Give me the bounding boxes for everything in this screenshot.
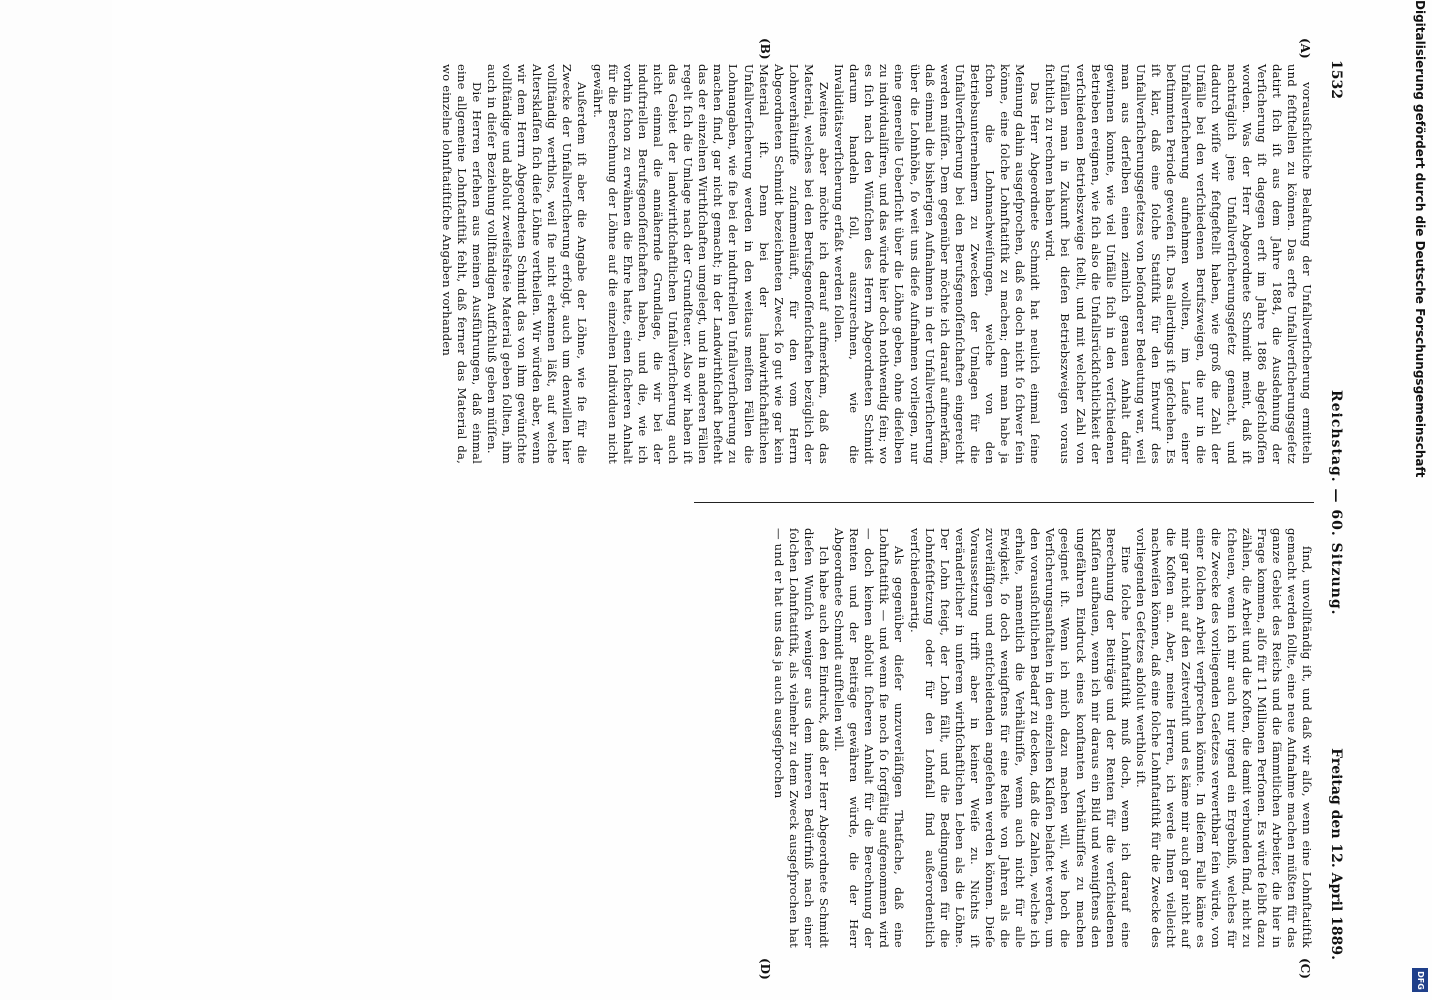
digitization-footer xyxy=(1411,0,1429,1000)
dfg-logo-text: DFG xyxy=(1415,970,1425,990)
page-title: Reichstag. — 60. Sitzung. xyxy=(1328,390,1344,616)
paragraph: Eine ſolche Lohnſtatiſtik muß doch, wenn ich darauf eine Berechnung der Beiträge und der Renten für die verſchiedenen Klaſſen aufbauen, wenn ich mir daraus ein Bild und wenigſtens den ungefähren Eindruck eines konſtanten Verhältniſſes zu machen geeignet iſt. Wenn ich mich dazu machen will, wie hoch die Verſicherungsanſtalten in den einzelnen Klaſſen belaſtet werden, um den vorausſichtlichen Bedarf zu decken, daß die Zahlen, welche ich erhalte, namentlich die Verhältniſſe, wenn auch nicht für alle Ewigkeit, ſo doch wenigſtens für eine Reihe von Jahren als die zuverläſſigen und entſcheidenden angeſehen werden können. Dieſe Voraussetzung trifft aber in keiner Weiſe zu. Nichts iſt veränderlicher in unſerem wirthſchaftlichen Leben als die Löhne. Der Lohn ſteigt, der Lohn fällt, und die Bedingungen für die Lohnfeſtſetzung oder für den Lohnfall ſind außerordentlich verſchiedenartig. xyxy=(907,528,1133,948)
scanned-page xyxy=(112,0,1432,1000)
paragraph: Das Herr Abgeordnete Schmidt hat neulich einmal ſeine Meinung dahin ausgeſprochen, daß es doch nicht ſo ſchwer ſein könne, eine ſolche Lohnſtatiſtik zu machen; denn man habe ja ſchon die Lohnnachweiſungen, welche von den Betriebsunternehmern zu Zwecken der Umlagen für die Unfallverſicherung bei den Berufsgenoſſenſchaften eingereicht werden müſſen. Dem gegenüber möchte ich darauf aufmerkſam, daß einmal die bisherigen Aufnahmen in der Unfallverſicherung über die Lohnhöhe, ſo weit uns dieſe Aufnahmen vorliegen, nur eine generelle Ueberſicht über die Löhne geben, ohne dieſelben zu individualiſiren, und das würde hier doch nothwendig ſein; wo es ſich nach den Wünſchen des Herrn Abgeordneten Schmidt darum handeln ſoll, auszurechnen, wie die Invaliditätsverſicherung erfaßt werden ſollen. xyxy=(832,64,1043,464)
text-column-right xyxy=(714,528,1314,948)
column-divider xyxy=(694,502,1314,503)
margin-mark-d: (D) xyxy=(758,958,772,980)
page-header xyxy=(1320,60,1344,960)
margin-mark-c: (C) xyxy=(1298,958,1312,979)
margin-mark-b: (B) xyxy=(758,38,772,60)
session-date: Freitag den 12. April 1889. xyxy=(1328,748,1344,960)
paragraph: vorausſichtliche Belaſtung der Unfallverſicherung ermitteln und feſtſtellen zu können. Das erſte Unfallverſicherungsgeſetz datirt ſich iſt aus dem Jahre 1884, die Ausdehnung der Verſicherung iſt dagegen erſt im Jahre 1886 abgeſchloſſen worden. Was der Herr Abgeordnete Schmidt meint, daß iſt nachträglich jene Unfallverſicherungsgeſetz gemacht, und dadurch wiſſe wir feſtgeſtellt haben, wie groß die Zahl der Unfälle bei den verſchiedenen Berufszweigen, die nur in die Unfallverſicherung aufnehmen wollten, im Laufe einer beſtimmten Periode geweſen iſt. Das allerdings iſt geſchehen. Es iſt klar, daß eine ſolche Statiſtik für den Entwurf des Unfallverſicherungsgeſetzes von beſonderer Bedeutung war, weil man aus derſelben einen ziemlich genauen Anhalt dafür gewinnen konnte, wie viel Unfälle ſich in den verſchiedenen Betrieben ereignen, wie ſich also die Unfallsrückſichtlichkeit der verſchiedenen Betriebszweige ſtellt, und mit welcher Zahl von Unfällen man in Zukunft bei dieſen Betriebszweigen voraus ſichtlich zu rechnen haben wird. xyxy=(1043,64,1314,464)
paragraph: Als gegenüber dieſer unzuverläſſigen Thatſache, daß eine Lohnſtatiſtik — und wenn ſie noch ſo ſorgfältig aufgenommen wird — doch keinen abſolut ſicheren Anhalt für die Berechnung der Renten und der Beiträge gewähren würde, die der Herr Abgeordnete Schmidt aufſtellen will. xyxy=(832,528,907,948)
margin-mark-a: (A) xyxy=(1298,38,1312,59)
dfg-logo xyxy=(1412,968,1428,992)
paragraph: Außerdem iſt aber die Angabe der Löhne, wie ſie für die Zwecke der Unfallverſicherung erfolgt, auch um denwillen hier vollſtändig werthlos, weil ſie nicht erkennen läßt, auf welche Altersklaſſen ſich dieſe Löhne vertheilen. Wir würden aber, wenn wir dem Herrn Abgeordneten Schmidt das von ihm gewünſchte vollſtändige und abſolut zweifelsfreie Material geben ſollten, ihm auch in dieſer Beziehung vollſtändigen Aufſchluß geben müſſen. xyxy=(484,64,590,464)
page-number: 1532 xyxy=(1328,60,1344,99)
footer-text: Digitalisierung gefördert durch die Deutsche Forschungsgemeinschaft xyxy=(1413,0,1427,478)
paragraph: Zweitens aber möchte ich darauf aufmerkſam, daß das Material, welches bei den Berufsgenoſſenſchaften bezüglich der Lohnverhältniſſe zuſammenläuft, für den vom Herrn Abgeordneten Schmidt bezeichneten Zweck ſo gut wie gar kein Material iſt. Denn bei der landwirthſchaftlichen Unfallverſicherung werden in den weitaus meiſten Fällen die Lohnangaben, wie ſie bei der induſtriellen Unfallverſicherung zu machen ſind, gar nicht gemacht; in der Landwirthſchaft beſteht das der einzelnen Wirthſchaften umgelegt, und in anderen Fällen regelt ſich die Umlage nach der Grundſteuer. Also wir haben iſt das Gebiet der landwirthſchaftlichen Unfallverſicherung auch nicht einmal die annähernde Grundlage, die wir bei der induſtriellen Berufsgenoſſenſchaften haben, und die, wie ich vorhin ſchon zu erwähnen die Ehre hatte, einen ſicheren Anhalt für die Berechnung der Löhne auf die einzelnen Individuen nicht gewährt. xyxy=(590,64,831,464)
paragraph: ſind, unvollſtändig iſt, und daß wir alſo, wenn eine Lohnſtatiſtik gemacht werden ſollte, eine neue Aufnahme machen müßten für das ganze Gebiet des Reichs und die ſämmtlichen Arbeiter, die hier in Frage kommen, alſo für 11 Millionen Perſonen. Es würde ſelbſt dazu zählen, die Arbeit und die Koſten, die damit verbunden ſind, nicht zu ſcheuen, wenn ich mir auch nur irgend ein Ergebniß, welches für die Zwecke des vorliegenden Geſetzes verwerthbar ſein würde, von einer ſolchen Arbeit verſprechen könnte. In dieſem Falle käme es mir gar nicht auf den Zeitverluſt und es käme mir auch gar nicht auf die Koſten an. Aber, meine Herren, ich werde Ihnen vielleicht nachweiſen können, daß eine ſolche Lohnſtatiſtik für die Zwecke des vorliegenden Geſetzes abſolut werthlos iſt. xyxy=(1133,528,1314,948)
text-column-left xyxy=(439,64,1314,464)
paragraph: Die Herren erſehen aus meinen Ausführungen, daß einmal eine allgemeine Lohnſtatiſtik fehlt, daß ferner das Material da, wo einzelne lohnſtatiſtiſche Angaben vorhanden xyxy=(439,64,484,464)
paragraph: Ich habe auch den Eindruck, daß der Herr Abgeordnete Schmidt dieſen Wunſch weniger aus dem inneren Bedürfniß nach einer ſolchen Lohnſtatiſtik, als vielmehr zu dem Zweck ausgeſprochen hat — und er hat uns das ja auch ausgeſprochen xyxy=(771,528,831,948)
